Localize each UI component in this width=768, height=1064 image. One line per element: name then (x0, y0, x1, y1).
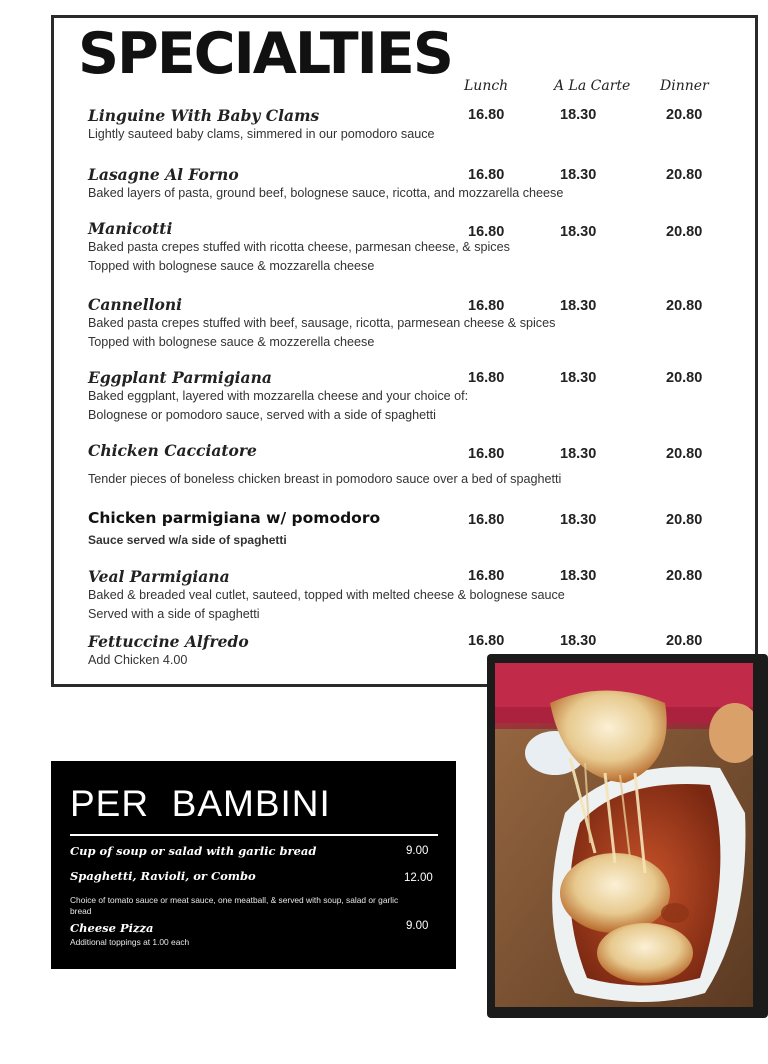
price-alacarte: 18.30 (560, 633, 597, 649)
price-dinner: 20.80 (666, 370, 703, 386)
price-dinner: 20.80 (666, 568, 703, 584)
item-name: Eggplant Parmigiana (88, 368, 272, 387)
item-name: Cannelloni (88, 295, 183, 314)
price-dinner: 20.80 (666, 298, 703, 314)
column-header-alacarte: A La Carte (554, 78, 631, 94)
price-lunch: 16.80 (468, 568, 505, 584)
item-description: Add Chicken 4.00 (88, 653, 188, 667)
item-description: Topped with bolognese sauce & mozzarella cheese (88, 259, 375, 273)
menu-item (88, 368, 748, 425)
item-description: Baked pasta crepes stuffed with beef, sausage, ricotta, parmesean cheese & spices (88, 316, 556, 330)
item-name: Chicken parmigiana w/ pomodoro (88, 509, 381, 527)
item-description: Bolognese or pomodoro sauce, served with a side of spaghetti (88, 408, 436, 422)
price-lunch: 16.80 (468, 370, 505, 386)
menu-item (88, 441, 748, 489)
item-name: Fettuccine Alfredo (88, 632, 249, 651)
item-name: Linguine With Baby Clams (88, 106, 320, 125)
baked-pasta-image (495, 663, 753, 1007)
price-lunch: 16.80 (468, 167, 505, 183)
price-alacarte: 18.30 (560, 446, 597, 462)
food-photo-frame (487, 654, 768, 1018)
price-alacarte: 18.30 (560, 224, 597, 240)
item-name: Lasagne Al Forno (88, 165, 239, 184)
price-dinner: 20.80 (666, 512, 703, 528)
price-dinner: 20.80 (666, 446, 703, 462)
price-lunch: 16.80 (468, 446, 505, 462)
item-name: Chicken Cacciatore (88, 441, 257, 460)
bambini-item-note: Choice of tomato sauce or meat sauce, one meatball, & served with soup, salad or garlic bread (70, 895, 399, 916)
menu-item (88, 219, 748, 276)
per-bambini-panel (51, 761, 456, 969)
price-alacarte: 18.30 (560, 298, 597, 314)
item-description: Sauce served w/a side of spaghetti (88, 533, 287, 547)
specialties-panel (51, 15, 758, 687)
menu-item (88, 509, 748, 550)
item-description: Served with a side of spaghetti (88, 607, 260, 621)
price-dinner: 20.80 (666, 167, 703, 183)
price-lunch: 16.80 (468, 298, 505, 314)
bambini-divider (70, 834, 438, 836)
menu-item (88, 106, 748, 144)
column-header-lunch: Lunch (464, 78, 509, 94)
price-lunch: 16.80 (468, 107, 505, 123)
price-dinner: 20.80 (666, 224, 703, 240)
bambini-item-price: 9.00 (406, 920, 429, 932)
food-photo (495, 663, 753, 1007)
item-description: Baked & breaded veal cutlet, sauteed, topped with melted cheese & bolognese sauce (88, 588, 565, 602)
menu-item (88, 567, 748, 624)
price-alacarte: 18.30 (560, 370, 597, 386)
item-description: Baked pasta crepes stuffed with ricotta cheese, parmesan cheese, & spices (88, 240, 510, 254)
bambini-item-note: Additional toppings at 1.00 each (70, 937, 190, 947)
item-description: Lightly sauteed baby clams, simmered in our pomodoro sauce (88, 127, 435, 141)
bambini-item-name: Spaghetti, Ravioli, or Combo (70, 869, 256, 883)
price-lunch: 16.80 (468, 224, 505, 240)
item-name: Manicotti (88, 219, 173, 238)
price-alacarte: 18.30 (560, 167, 597, 183)
bambini-item-price: 12.00 (404, 872, 433, 884)
price-lunch: 16.80 (468, 633, 505, 649)
item-description: Baked layers of pasta, ground beef, bolognese sauce, ricotta, and mozzarella cheese (88, 186, 564, 200)
price-alacarte: 18.30 (560, 568, 597, 584)
bambini-item-price: 9.00 (406, 845, 429, 857)
item-name: Veal Parmigiana (88, 567, 230, 586)
item-description: Tender pieces of boneless chicken breast in pomodoro sauce over a bed of spaghetti (88, 472, 562, 486)
price-lunch: 16.80 (468, 512, 505, 528)
price-alacarte: 18.30 (560, 107, 597, 123)
price-alacarte: 18.30 (560, 512, 597, 528)
column-header-dinner: Dinner (660, 78, 709, 94)
bambini-title: PER BAMBINI (70, 783, 331, 824)
price-dinner: 20.80 (666, 107, 703, 123)
specialties-title: SPECIALTIES (78, 21, 452, 87)
menu-item (88, 295, 748, 352)
menu-item (88, 165, 748, 203)
item-description: Baked eggplant, layered with mozzarella cheese and your choice of: (88, 389, 469, 403)
item-description: Topped with bolognese sauce & mozzerella cheese (88, 335, 375, 349)
bambini-item-name: Cheese Pizza (70, 921, 154, 935)
price-dinner: 20.80 (666, 633, 703, 649)
bambini-item-name: Cup of soup or salad with garlic bread (70, 844, 317, 858)
